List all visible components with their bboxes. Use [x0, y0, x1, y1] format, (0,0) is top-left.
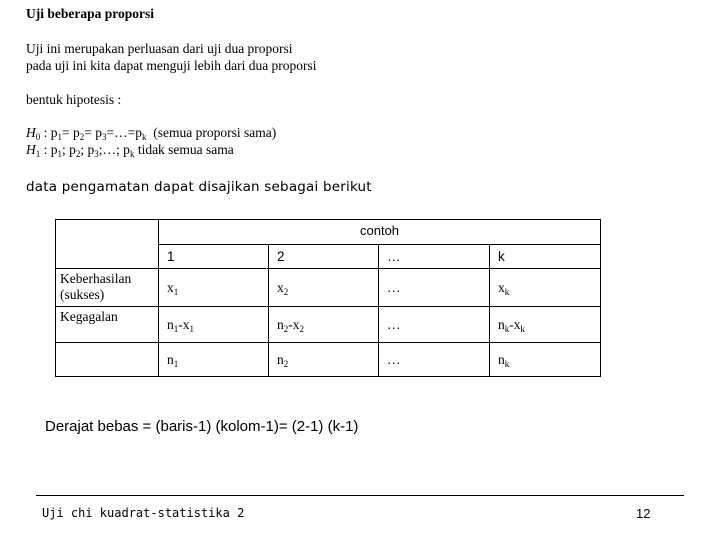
row-label: [56, 343, 159, 377]
h0-symbol: H: [26, 125, 36, 140]
row-label: Keberhasilan (sukses): [56, 269, 159, 307]
table-cell: $n_k-x_k$: [490, 307, 601, 343]
degrees-of-freedom: Derajat bebas = (baris-1) (kolom-1)= (2-1) (k-1): [45, 418, 359, 435]
table-cell: …: [379, 343, 490, 377]
slide-title: Uji beberapa proporsi: [26, 6, 155, 21]
table-cell: $x_1$: [159, 269, 269, 307]
table-cell: …: [379, 269, 490, 307]
table-row: [56, 343, 601, 377]
intro-line-2: pada uji ini kita dapat menguji lebih dari dua proporsi: [26, 58, 317, 73]
intro-line-1: Uji ini merupakan perluasan dari uji dua proporsi: [26, 41, 293, 56]
h1-line: $H_1$ : $p_1$; $p_2$; $p_3;\dots$; $p_k$ tidak semua sama: [26, 142, 234, 159]
table-row: [56, 269, 601, 307]
footer-title: Uji chi kuadrat-statistika 2: [42, 506, 245, 520]
hypothesis-label: bentuk hipotesis :: [26, 92, 122, 107]
column-header: k: [490, 245, 601, 269]
hypothesis-block: [26, 124, 276, 158]
column-header: 1: [159, 245, 269, 269]
page-number: 12: [636, 506, 651, 521]
table-cell: …: [379, 307, 490, 343]
table-header-contoh: contoh: [159, 220, 601, 245]
table-header-row: [56, 220, 601, 245]
table-cell: $n_2$: [269, 343, 379, 377]
table-cell: $x_k$: [490, 269, 601, 307]
column-header: 2: [269, 245, 379, 269]
footer-divider: [36, 495, 684, 496]
row-label: Kegagalan: [56, 307, 159, 343]
intro-text: [26, 40, 317, 74]
table-cell: $n_1-x_1$: [159, 307, 269, 343]
contingency-table: [55, 219, 601, 377]
h1-symbol: H: [26, 142, 36, 157]
table-cell: $x_2$: [269, 269, 379, 307]
table-row: [56, 307, 601, 343]
table-corner-cell: [56, 220, 159, 269]
column-header: …: [379, 245, 490, 269]
h0-line: $H_0$ : $p_1= p_2=$ $p_3=\dots=p_k$ (semua proporsi sama): [26, 125, 277, 142]
table-cell: $n_k$: [490, 343, 601, 377]
table-cell: $n_1$: [159, 343, 269, 377]
data-lead-text: data pengamatan dapat disajikan sebagai berikut: [26, 179, 372, 195]
table-cell: $n_2-x_2$: [269, 307, 379, 343]
